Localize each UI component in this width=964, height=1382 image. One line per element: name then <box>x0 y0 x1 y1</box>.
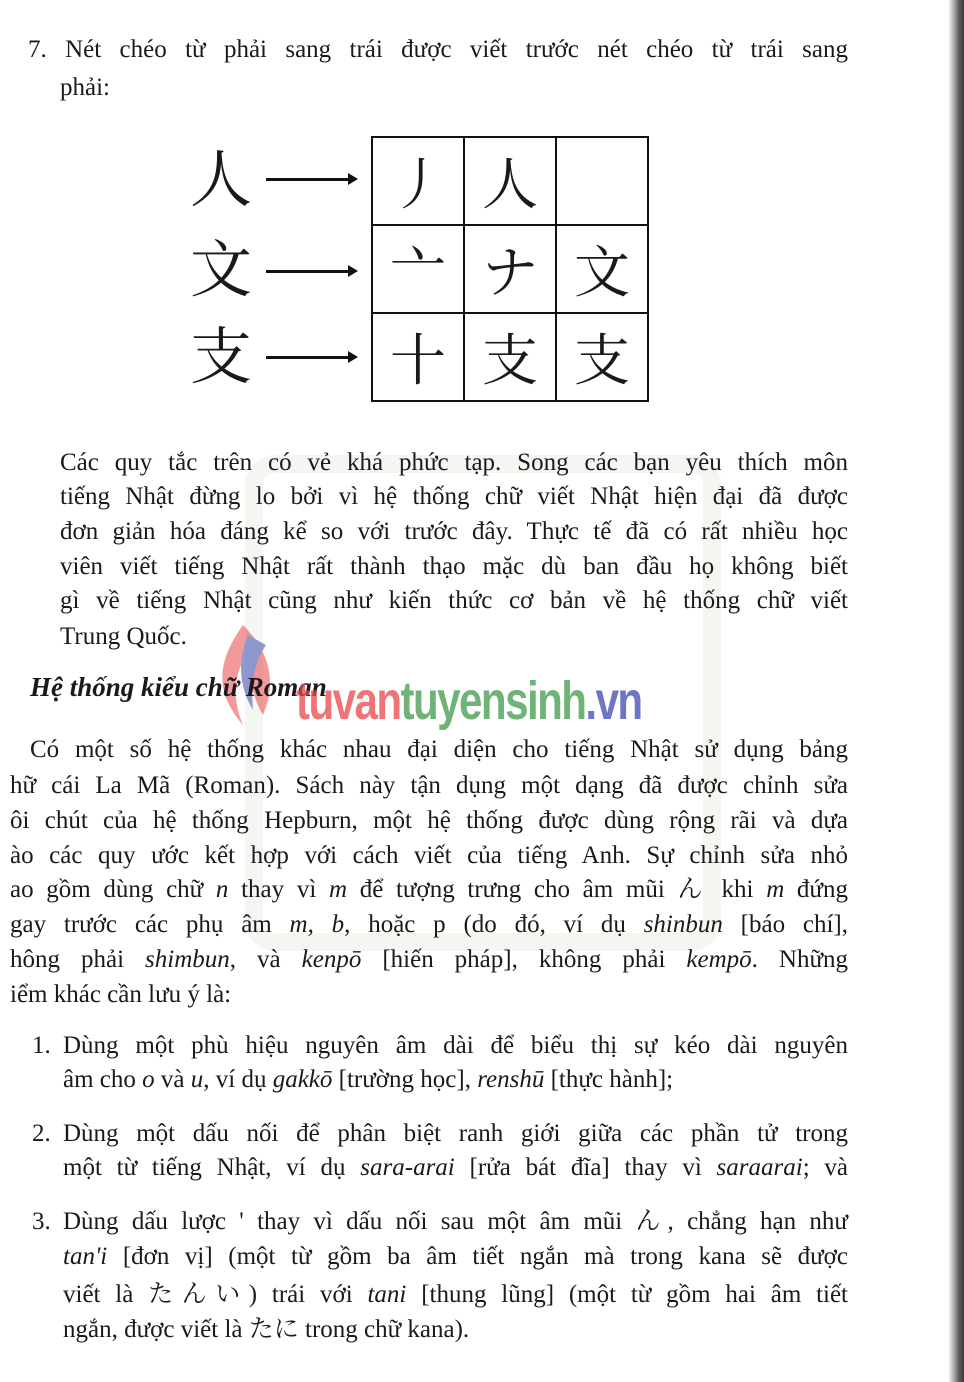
text-segment: để tượng trưng cho âm mũi ん khi <box>347 876 767 903</box>
text-segment: gay trước các phụ âm <box>10 911 290 938</box>
stroke-cell: 支 <box>556 313 648 401</box>
table-row <box>372 225 648 313</box>
text-segment: Trung Quốc. <box>60 623 187 650</box>
text-segment: đứng <box>784 876 848 903</box>
italic-term: u <box>190 1066 204 1093</box>
text-line <box>28 35 848 65</box>
text-line <box>10 806 848 836</box>
text-line <box>63 1119 848 1149</box>
text-segment: [hiến pháp], không phải <box>361 946 687 973</box>
italic-term: n <box>215 876 229 903</box>
text-line <box>60 73 260 103</box>
text-segment: đơn giản hóa đáng kể so với trước đây. Thực tế đã có rất nhiều học <box>60 518 848 545</box>
arrow-right-icon <box>266 356 350 359</box>
text-segment: phải: <box>60 74 110 101</box>
text-segment: tiếng Nhật đừng lo bởi vì hệ thống chữ viết Nhật hiện đại đã được <box>60 483 848 510</box>
text-line <box>63 1280 848 1310</box>
stroke-cell: 十 <box>372 313 464 401</box>
watermark-text <box>296 670 642 732</box>
stroke-table <box>371 136 649 402</box>
text-segment: , ví dụ <box>203 1066 273 1093</box>
text-segment: viết là たんい) trái với <box>63 1281 368 1308</box>
text-line <box>60 552 848 582</box>
italic-term: saraarai <box>716 1154 803 1181</box>
italic-term: o <box>142 1066 155 1093</box>
text-segment: Dùng một dấu nối để phân biệt ranh giới giữa các phần tử trong <box>63 1120 848 1147</box>
text-segment: [thực hành]; <box>544 1066 674 1093</box>
text-segment: Các quy tắc trên có vẻ khá phức tạp. Song các bạn yêu thích môn <box>60 449 848 476</box>
text-segment: [rửa bát đĩa] thay vì <box>454 1154 717 1181</box>
text-line <box>60 517 848 547</box>
text-line <box>60 622 360 652</box>
text-line <box>10 945 848 975</box>
text-segment: ao gồm dùng chữ <box>10 876 216 903</box>
text-line <box>63 1242 848 1272</box>
source-char: 人 <box>190 143 253 216</box>
text-segment: [thung lũng] (một từ gồm hai âm tiết <box>406 1281 848 1308</box>
text-line <box>63 1315 848 1345</box>
italic-term: kenpō <box>301 946 362 973</box>
text-line <box>63 1065 848 1095</box>
stroke-cell: 丿 <box>372 137 464 225</box>
italic-term: m, b <box>289 911 345 938</box>
italic-term: m <box>328 876 348 903</box>
text-line <box>10 875 848 905</box>
list-number: 1. <box>32 1032 51 1059</box>
italic-term: shimbun <box>145 946 230 973</box>
text-line <box>10 910 848 940</box>
watermark-part: tuyensinh <box>400 671 586 731</box>
list-number: 3. <box>32 1208 51 1235</box>
stroke-cell: 人 <box>464 137 556 225</box>
stroke-cell: 支 <box>464 313 556 401</box>
text-segment: ngắn, được viết là たに trong chữ kana). <box>63 1316 470 1343</box>
arrow-right-icon <box>266 270 350 273</box>
source-char: 支 <box>190 320 253 393</box>
table-row <box>372 137 648 225</box>
italic-term: shinbun <box>643 911 723 938</box>
text-line <box>63 1031 848 1061</box>
watermark-part: tuvan <box>296 671 401 731</box>
text-segment: , hoặc p (do đó, ví dụ <box>344 911 644 938</box>
text-line <box>60 482 848 512</box>
italic-term: kempō <box>686 946 752 973</box>
text-line <box>63 1153 848 1183</box>
italic-term: renshū <box>477 1066 545 1093</box>
table-row <box>372 313 648 401</box>
text-line <box>30 735 848 765</box>
text-line <box>60 586 848 616</box>
text-segment: . Những <box>751 946 848 973</box>
italic-term: tani <box>367 1281 407 1308</box>
stroke-cell: 亠 <box>372 225 464 313</box>
text-line <box>10 980 410 1010</box>
italic-term: gakkō <box>272 1066 333 1093</box>
watermark-part: .vn <box>585 671 642 731</box>
stroke-cell <box>556 137 648 225</box>
text-line <box>63 1207 848 1237</box>
text-segment: ôi chút của hệ thống Hepburn, một hệ thống được dùng rộng rãi và dựa <box>10 807 848 834</box>
text-segment: ào các quy ước kết hợp với cách viết của tiếng Anh. Sự chỉnh sửa nhỏ <box>10 842 848 869</box>
text-segment: Dùng một phù hiệu nguyên âm dài để biểu thị sự kéo dài nguyên <box>63 1032 848 1059</box>
text-segment: [báo chí], <box>722 911 849 938</box>
text-segment: gì về tiếng Nhật cũng như kiến thức cơ bản về hệ thống chữ viết <box>60 587 848 614</box>
list-number: 2. <box>32 1120 51 1147</box>
text-segment: hông phải <box>10 946 146 973</box>
text-segment: hữ cái La Mã (Roman). Sách này tận dụng một dạng đã được chỉnh sửa <box>10 772 848 799</box>
text-segment: , và <box>229 946 302 973</box>
text-segment: iểm khác cần lưu ý là: <box>10 981 232 1008</box>
section-heading: Hệ thống kiểu chữ Roman <box>30 672 327 702</box>
text-segment: ; và <box>802 1154 848 1181</box>
text-segment: Dùng dấu lược ' thay vì dấu nối sau một âm mũi ん, chẳng hạn như <box>63 1208 848 1235</box>
text-line <box>60 448 848 478</box>
text-line <box>10 841 848 871</box>
arrow-right-icon <box>266 178 350 181</box>
text-segment: 7. Nét chéo từ phải sang trái được viết trước nét chéo từ trái sang <box>28 36 848 63</box>
italic-term: sara-arai <box>360 1154 455 1181</box>
text-segment: viên viết tiếng Nhật rất thành thạo mặc dù ban đầu họ không biết <box>60 553 848 580</box>
page-edge-shadow <box>948 0 964 1382</box>
text-segment: [trường học], <box>332 1066 478 1093</box>
text-segment: một từ tiếng Nhật, ví dụ <box>63 1154 361 1181</box>
stroke-cell: 文 <box>556 225 648 313</box>
text-segment: âm cho <box>63 1066 143 1093</box>
text-segment: và <box>154 1066 191 1093</box>
text-line <box>10 771 848 801</box>
text-segment: Có một số hệ thống khác nhau đại diện cho tiếng Nhật sử dụng bảng <box>30 736 848 763</box>
italic-term: tan'i <box>63 1243 108 1270</box>
text-segment: thay vì <box>228 876 329 903</box>
stroke-cell: ナ <box>464 225 556 313</box>
source-char: 文 <box>190 233 253 306</box>
italic-term: m <box>766 876 785 903</box>
text-segment: [đơn vị] (một từ gồm ba âm tiết ngắn mà trong kana sẽ được <box>107 1243 848 1270</box>
